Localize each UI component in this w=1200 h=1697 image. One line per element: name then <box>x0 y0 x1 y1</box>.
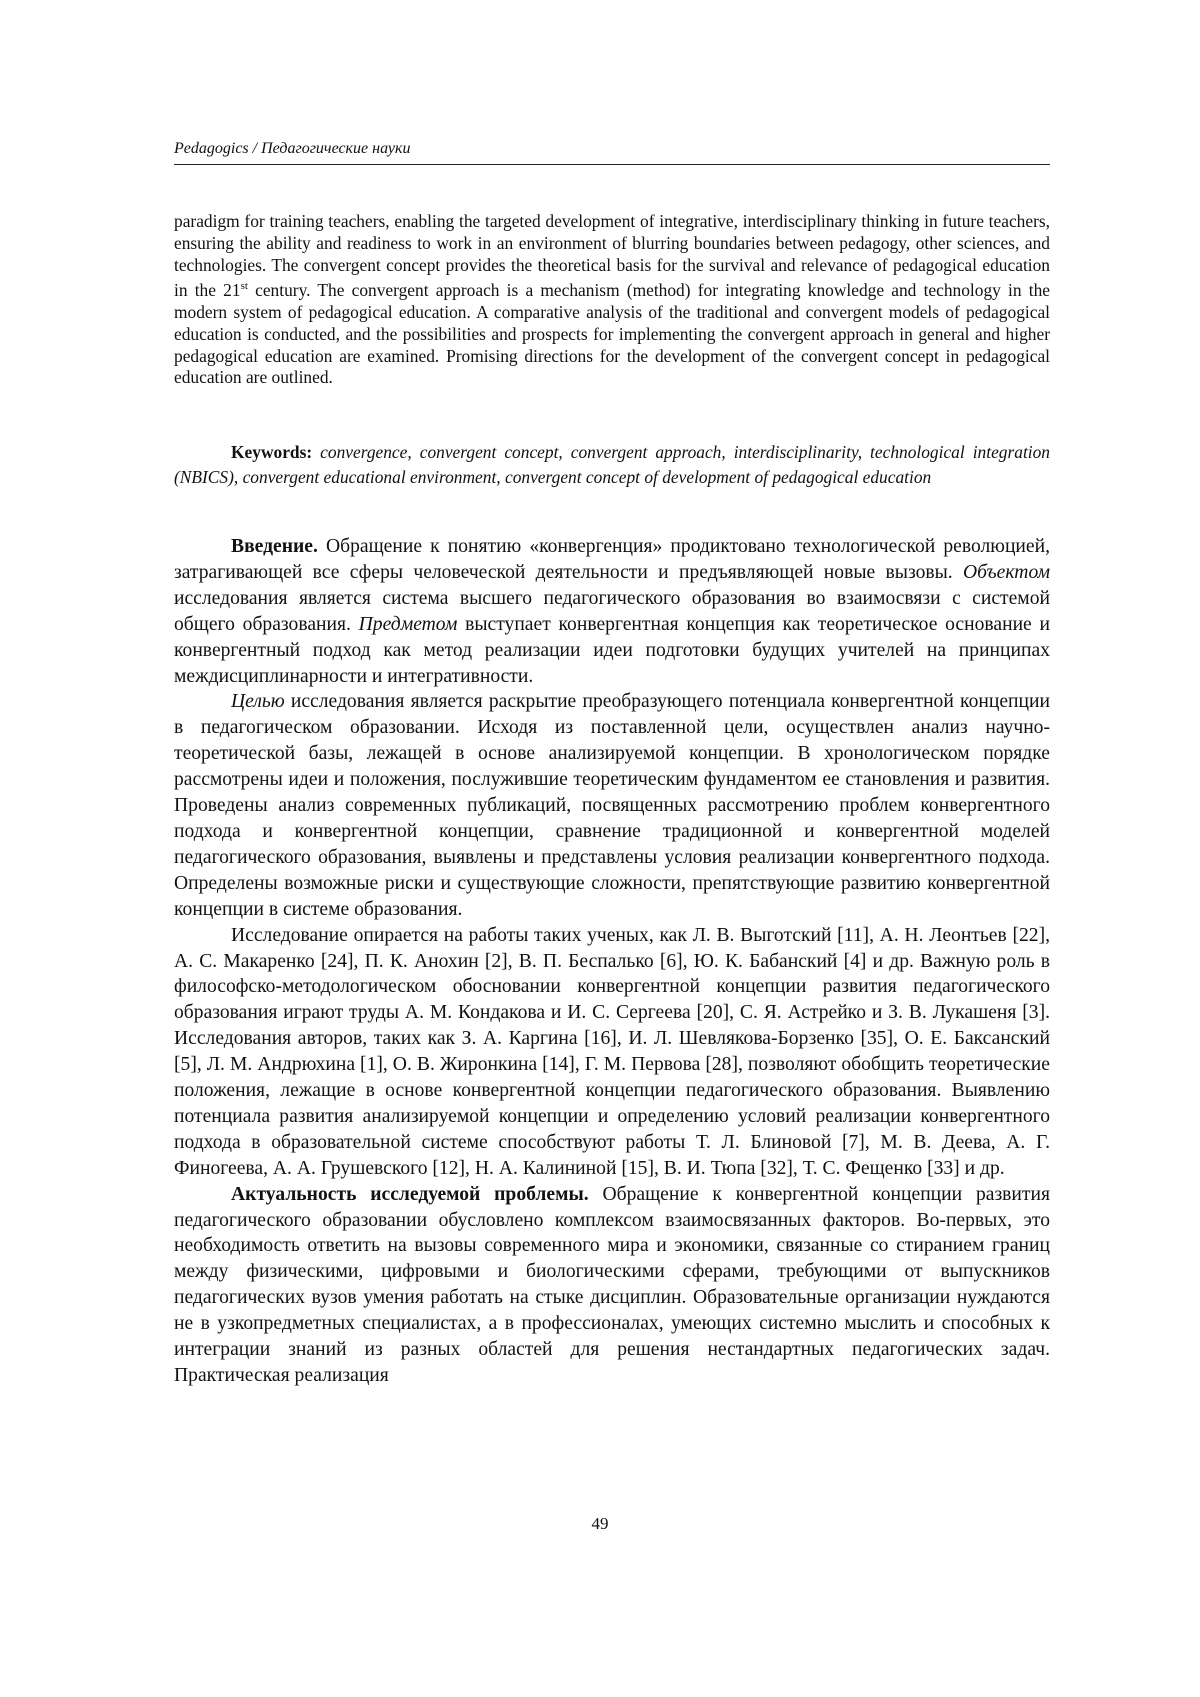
abstract-text-end: century. The convergent approach is a mechanism (method) for integrating knowledge and technology in the modern system of pedagogical education. A comparative analysis of the traditional and convergent models of pedagogical education is conducted, and the possibilities and prospects for implementing the convergent approach in general and higher pedagogical education are examined. Promising directions for the development of the convergent concept in pedagogical education are outlined. <box>174 280 1051 388</box>
abstract-text-start: paradigm for training teachers, enabling the targeted development of integrative, interdisciplinary thinking in future teachers, ensuring the ability and readiness to work in an environment of blurring boundaries between pedagogy, other sciences, and technologies. The convergent concept provides the theoretical basis for the survival and relevance of pedagogical education in the 21 <box>174 211 1050 301</box>
introduction-heading: Введение. <box>231 536 318 557</box>
abstract-paragraph <box>174 211 1050 389</box>
object-term: Объектом <box>963 561 1050 583</box>
page-number: 49 <box>591 1514 609 1533</box>
goal-term: Целью <box>231 691 285 713</box>
introduction-text-1: Обращение к понятию «конвергенция» продиктовано технологической революцией, затрагивающей все сферы человеческой деятельности и предъявляющей новые вызовы. <box>174 536 1050 583</box>
research-basis-text: Исследование опирается на работы таких ученых, как Л. В. Выготский [11], А. Н. Леонтьев [22], А. С. Макаренко [24], П. К. Анохин [2], В. П. Беспалько [6], Ю. К. Бабанский [4] и др. Важную роль в философско-методологическом обосновании конвергентной концепции развития педагогического образования играют труды А. М. Кондакова и И. С. Сергеева [20], С. Я. Астрейко и З. В. Лукашеня [3]. Исследования авторов, таких как З. А. Каргина [16], И. Л. Шевлякова-Борзенко [35], О. Е. Баксанский [5], Л. М. Андрюхина [1], О. В. Жиронкина [14], Г. М. Первова [28], позволяют обобщить теоретические положения, лежащие в основе конвергентной концепции педагогического образования. Выявлению потенциала развития анализируемой концепции и определению условий реализации конвергентного подхода в образовательной системе способствуют работы Т. Л. Блиновой [7], М. В. Деева, А. Г. Финогеева, А. А. Грушевского [12], Н. А. Калининой [15], В. И. Тюпа [32], Т. С. Фещенко [33] и др. <box>174 924 1050 1179</box>
running-header <box>174 140 1050 165</box>
article-body <box>174 534 1050 1389</box>
introduction-text-2: исследования является система высшего педагогического образования во взаимосвязи с системой общего образования. <box>174 587 1050 635</box>
keywords-paragraph <box>174 440 1050 491</box>
introduction-paragraph <box>174 534 1050 689</box>
keywords-label: Keywords: <box>231 442 313 462</box>
goal-text: исследования является раскрытие преобразующего потенциала конвергентной концепции в педагогическом образовании. Исходя из поставленной цели, осуществлен анализ научно-теоретической базы, лежащей в основе анализируемой концепции. В хронологическом порядке рассмотрены идеи и положения, послужившие теоретическим фундаментом ее становления и развития. Проведены анализ современных публикаций, посвященных рассмотрению проблем конвергентного подхода и конвергентной концепции, сравнение традиционной и конвергентной моделей педагогического образования, выявлены и представлены условия реализации конвергентного подхода. Определены возможные риски и существующие сложности, препятствующие развитию конвергентной концепции в системе образования. <box>174 691 1050 920</box>
running-title: Pedagogics / Педагогические науки <box>174 140 411 157</box>
introduction-text-3: выступает конвергентная концепция как теоретическое основание и конвергентный подход как метод реализации идеи подготовки будущих учителей на принципах междисциплинарности и интегративности. <box>174 613 1050 687</box>
keywords-list: convergence, convergent concept, convergent approach, interdisciplinarity, technological integration (NBICS), convergent educational environment, convergent concept of development of pedagogical education <box>174 442 1050 488</box>
goal-paragraph <box>174 689 1050 922</box>
research-basis-paragraph <box>174 923 1050 1182</box>
ordinal-superscript: st <box>240 280 248 293</box>
relevance-paragraph <box>174 1182 1050 1389</box>
relevance-heading: Актуальность исследуемой проблемы. <box>231 1183 589 1205</box>
relevance-text: Обращение к конвергентной концепции развития педагогического образовании обусловлено комплексом взаимосвязанных факторов. Во-первых, это необходимость ответить на вызовы современного мира и экономики, связанные со стиранием границ между физическими, цифровыми и биологическими сферами, требующими от выпускников педагогических вузов умения работать на стыке дисциплин. Образовательные организации нуждаются не в узкопредметных специалистах, а в профессионалах, умеющих системно мыслить и способных к интеграции знаний из разных областей для решения нестандартных педагогических задач. Практическая реализация <box>174 1183 1050 1386</box>
subject-term: Предметом <box>358 613 458 635</box>
